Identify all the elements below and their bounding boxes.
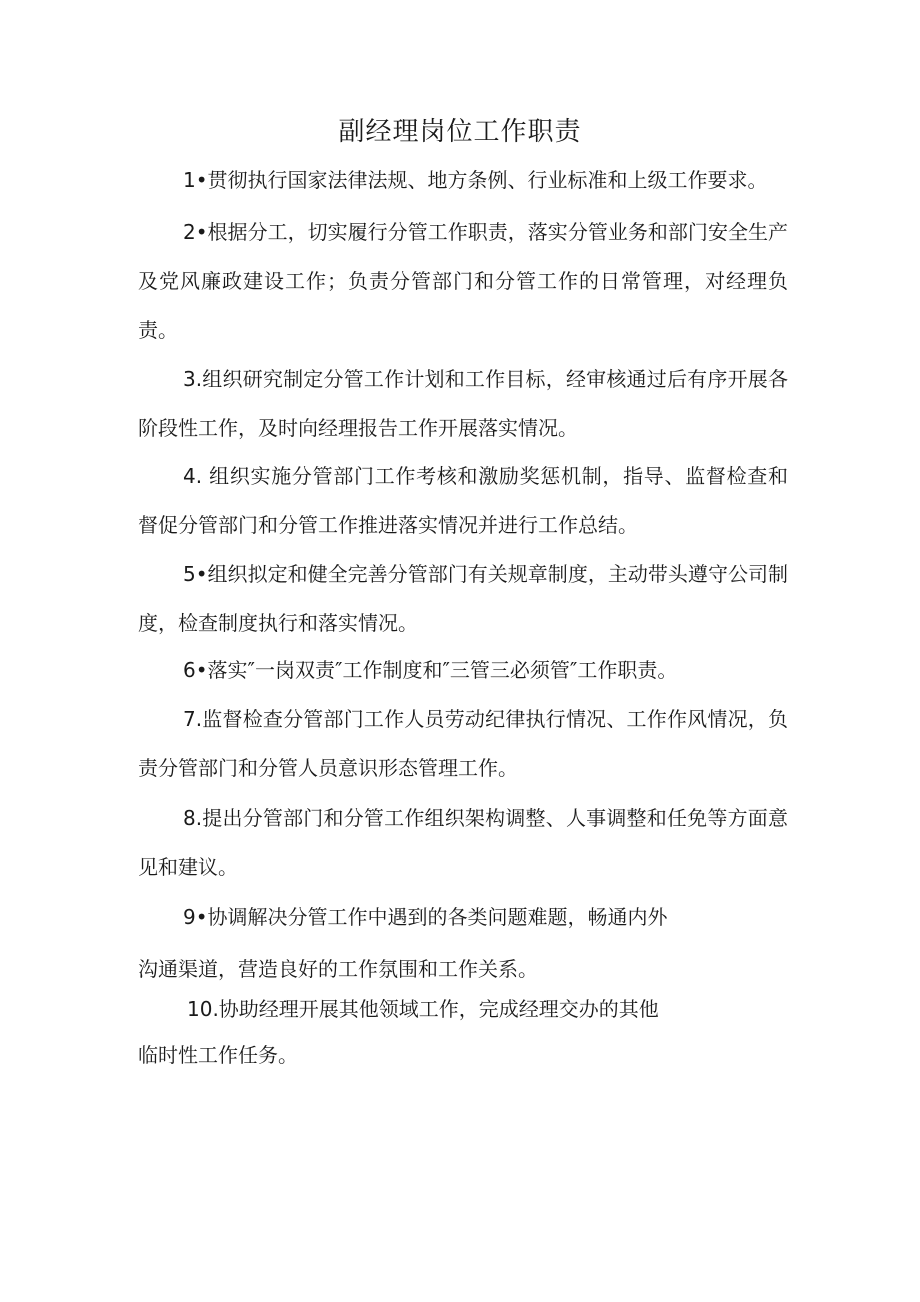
duty-item-8: 8.提出分管部门和分管工作组织架构调整、人事调整和任免等方面意见和建议。	[138, 806, 788, 879]
duty-item-1: 1•贯彻执行国家法律法规、地方条例、行业标准和上级工作要求。	[183, 168, 768, 192]
duty-item-9-line-1: 9•协调解决分管工作中遇到的各类问题难题，畅通内外	[183, 905, 668, 929]
document-title: 副经理岗位工作职责	[338, 117, 582, 147]
duty-item-2: 2•根据分工，切实履行分管工作职责，落实分管业务和部门安全生产及党风廉政建设工作；负责分管部门和分管工作的日常管理，对经理负责。	[138, 220, 788, 342]
duty-item-3: 3.组织研究制定分管工作计划和工作目标，经审核通过后有序开展各阶段性工作，及时向经理报告工作开展落实情况。	[138, 367, 788, 440]
duty-item-5: 5•组织拟定和健全完善分管部门有关规章制度，主动带头遵守公司制度，检查制度执行和落实情况。	[138, 562, 788, 635]
duty-item-6: 6•落实″一岗双责″工作制度和″三管三必须管″工作职责。	[183, 658, 678, 682]
duty-item-10-line-2: 临时性工作任务。	[138, 1043, 298, 1067]
duty-item-10-line-1: 10.协助经理开展其他领域工作，完成经理交办的其他	[187, 997, 659, 1021]
duty-item-7: 7.监督检查分管部门工作人员劳动纪律执行情况、工作作风情况，负责分管部门和分管人员意识形态管理工作。	[138, 707, 788, 780]
duty-item-9-line-2: 沟通渠道，营造良好的工作氛围和工作关系。	[138, 957, 538, 981]
duty-item-4: 4. 组织实施分管部门工作考核和激励奖惩机制，指导、监督检查和督促分管部门和分管工作推进落实情况并进行工作总结。	[138, 464, 788, 537]
